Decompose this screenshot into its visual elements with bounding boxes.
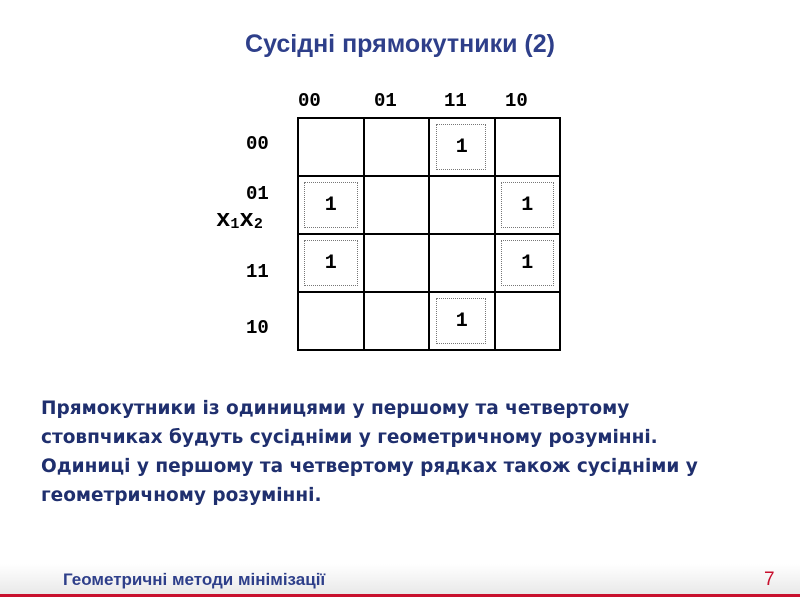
- cell-value: [365, 293, 429, 349]
- description-line: Одиниці у першому та четвертому рядках також сусідніми у: [41, 456, 698, 477]
- cell-value: [299, 119, 363, 175]
- variable-x2-subscript: 2: [253, 216, 263, 233]
- cell-value: 1: [455, 135, 468, 159]
- kmap-row: [298, 292, 560, 350]
- cell-value: 1: [521, 251, 534, 275]
- kmap-cell: [429, 176, 495, 234]
- row-header: 10: [246, 317, 269, 339]
- cell-value: 1: [455, 309, 468, 333]
- cell-value: [496, 293, 560, 349]
- footer-title: Геометричні методи мінімізації: [63, 570, 326, 589]
- karnaugh-map: [297, 117, 561, 351]
- description-line: геометричному розумінні.: [41, 485, 322, 506]
- cell-value: 1: [324, 251, 337, 275]
- kmap-cell: [495, 176, 561, 234]
- kmap-row: [298, 118, 560, 176]
- row-header: 00: [246, 133, 269, 155]
- description-line: стовпчиках будуть сусідніми у геометричному розумінні.: [41, 427, 658, 448]
- kmap-cell: [429, 292, 495, 350]
- slide-title: Сусідні прямокутники (2): [245, 30, 555, 58]
- cell-value: [430, 177, 494, 233]
- kmap-cell: [298, 234, 364, 292]
- kmap-cell: [495, 118, 561, 176]
- row-variables-label: [216, 207, 263, 234]
- row-header: 11: [246, 261, 269, 283]
- cell-value: [496, 119, 560, 175]
- kmap-cell: [364, 234, 430, 292]
- kmap-cell: [364, 118, 430, 176]
- column-header: 01: [374, 90, 397, 112]
- variable-x1: x: [216, 207, 231, 234]
- page-number: 7: [764, 569, 775, 590]
- cell-value: [365, 177, 429, 233]
- kmap-row: [298, 234, 560, 292]
- kmap-cell: [429, 234, 495, 292]
- description-line: Прямокутники із одиницями у першому та четвертому: [41, 398, 630, 419]
- footer-divider: [0, 594, 800, 597]
- kmap-cell: [495, 292, 561, 350]
- kmap-cell: [298, 292, 364, 350]
- kmap-row: [298, 176, 560, 234]
- kmap-cell: [429, 118, 495, 176]
- cell-value: [299, 293, 363, 349]
- variable-x2: x: [239, 207, 254, 234]
- kmap-cell: [364, 176, 430, 234]
- column-header: 00: [298, 90, 321, 112]
- cell-value: 1: [521, 193, 534, 217]
- cell-value: [430, 235, 494, 291]
- kmap-cell: [364, 292, 430, 350]
- kmap-cell: [495, 234, 561, 292]
- row-header: 01: [246, 183, 269, 205]
- kmap-cell: [298, 176, 364, 234]
- description-text: [41, 394, 761, 510]
- variable-x1-subscript: 1: [230, 216, 240, 233]
- cell-value: 1: [324, 193, 337, 217]
- column-header: 10: [505, 90, 528, 112]
- kmap-cell: [298, 118, 364, 176]
- cell-value: [365, 119, 429, 175]
- cell-value: [365, 235, 429, 291]
- column-header: 11: [444, 90, 467, 112]
